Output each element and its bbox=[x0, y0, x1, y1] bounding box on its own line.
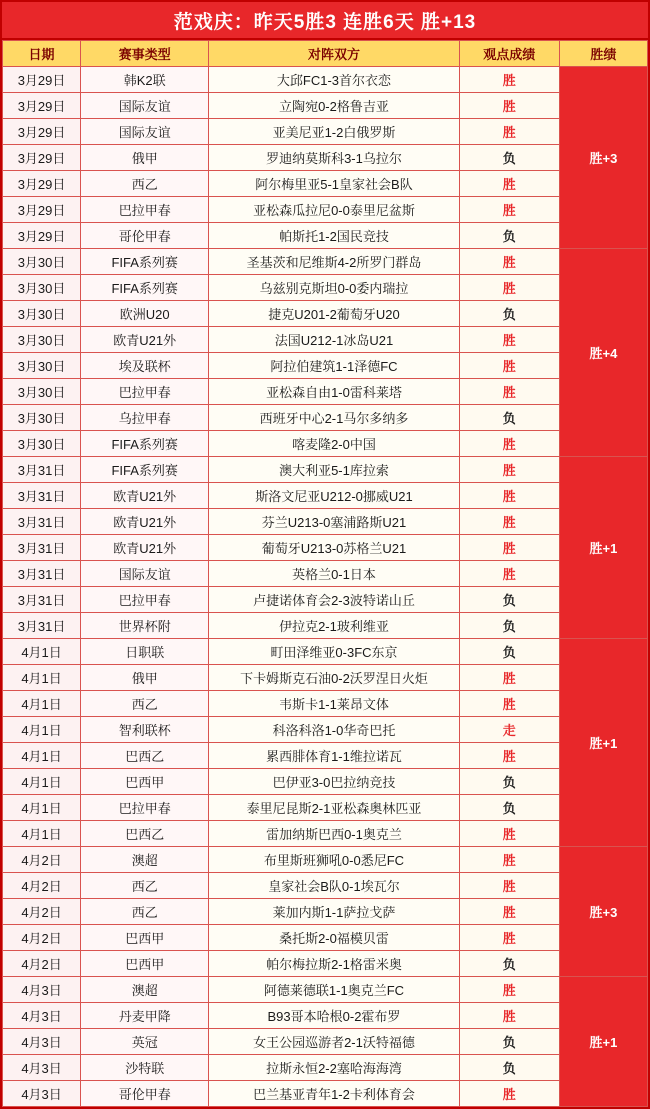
cell-result: 胜 bbox=[459, 847, 559, 873]
cell-match: 皇家社会B队0-1埃瓦尔 bbox=[209, 873, 459, 899]
cell-league-type: 巴拉甲春 bbox=[81, 795, 209, 821]
cell-date: 3月30日 bbox=[3, 379, 81, 405]
cell-result: 胜 bbox=[459, 821, 559, 847]
cell-date: 3月31日 bbox=[3, 587, 81, 613]
cell-date: 4月3日 bbox=[3, 1003, 81, 1029]
cell-league-type: 巴拉甲春 bbox=[81, 197, 209, 223]
cell-result: 负 bbox=[459, 1029, 559, 1055]
column-header-match: 对阵双方 bbox=[209, 41, 459, 67]
cell-match: 帕尔梅拉斯2-1格雷米奥 bbox=[209, 951, 459, 977]
cell-league-type: 哥伦甲春 bbox=[81, 1081, 209, 1107]
cell-match: 拉斯永恒2-2塞哈海海湾 bbox=[209, 1055, 459, 1081]
cell-date: 3月29日 bbox=[3, 223, 81, 249]
cell-date: 3月29日 bbox=[3, 119, 81, 145]
cell-league-type: 澳超 bbox=[81, 847, 209, 873]
cell-date: 4月1日 bbox=[3, 691, 81, 717]
cell-league-type: 国际友谊 bbox=[81, 561, 209, 587]
cell-date: 4月1日 bbox=[3, 743, 81, 769]
cell-league-type: FIFA系列赛 bbox=[81, 275, 209, 301]
cell-result: 负 bbox=[459, 639, 559, 665]
cell-league-type: 巴拉甲春 bbox=[81, 379, 209, 405]
cell-match: 累西腓体育1-1维拉诺瓦 bbox=[209, 743, 459, 769]
cell-date: 4月2日 bbox=[3, 873, 81, 899]
table-row bbox=[3, 379, 648, 405]
table-row bbox=[3, 275, 648, 301]
cell-match: 澳大利亚5-1库拉索 bbox=[209, 457, 459, 483]
cell-league-type: 欧洲U20 bbox=[81, 301, 209, 327]
cell-result: 负 bbox=[459, 1055, 559, 1081]
table-row bbox=[3, 743, 648, 769]
table-row bbox=[3, 1081, 648, 1107]
cell-result: 胜 bbox=[459, 171, 559, 197]
cell-league-type: 丹麦甲降 bbox=[81, 1003, 209, 1029]
column-header-type: 赛事类型 bbox=[81, 41, 209, 67]
cell-result: 胜 bbox=[459, 197, 559, 223]
cell-date: 4月2日 bbox=[3, 925, 81, 951]
table-row bbox=[3, 847, 648, 873]
cell-result: 胜 bbox=[459, 457, 559, 483]
cell-date: 4月1日 bbox=[3, 639, 81, 665]
cell-date: 4月1日 bbox=[3, 665, 81, 691]
cell-date: 4月3日 bbox=[3, 977, 81, 1003]
table-row bbox=[3, 301, 648, 327]
column-header-date: 日期 bbox=[3, 41, 81, 67]
cell-result: 胜 bbox=[459, 561, 559, 587]
table-row bbox=[3, 457, 648, 483]
table-row bbox=[3, 951, 648, 977]
cell-result: 胜 bbox=[459, 925, 559, 951]
column-header-summary: 胜绩 bbox=[559, 41, 647, 67]
cell-league-type: 欧青U21外 bbox=[81, 535, 209, 561]
cell-date: 3月31日 bbox=[3, 457, 81, 483]
table-row bbox=[3, 119, 648, 145]
table-row bbox=[3, 977, 648, 1003]
cell-result: 负 bbox=[459, 769, 559, 795]
cell-match: 罗迪纳莫斯科3-1乌拉尔 bbox=[209, 145, 459, 171]
cell-result: 负 bbox=[459, 223, 559, 249]
table-row bbox=[3, 691, 648, 717]
cell-date: 3月31日 bbox=[3, 483, 81, 509]
cell-date: 3月29日 bbox=[3, 171, 81, 197]
table-row bbox=[3, 925, 648, 951]
cell-result: 胜 bbox=[459, 67, 559, 93]
cell-match: 阿尔梅里亚5-1皇家社会B队 bbox=[209, 171, 459, 197]
cell-result: 负 bbox=[459, 795, 559, 821]
cell-league-type: 韩K2联 bbox=[81, 67, 209, 93]
cell-league-type: 俄甲 bbox=[81, 145, 209, 171]
cell-result: 胜 bbox=[459, 899, 559, 925]
cell-result: 胜 bbox=[459, 873, 559, 899]
cell-date: 4月1日 bbox=[3, 717, 81, 743]
cell-match: 亚松森瓜拉尼0-0泰里尼盆斯 bbox=[209, 197, 459, 223]
table-row bbox=[3, 1003, 648, 1029]
cell-match: 阿拉伯建筑1-1泽德FC bbox=[209, 353, 459, 379]
table-row bbox=[3, 405, 648, 431]
cell-league-type: 欧青U21外 bbox=[81, 483, 209, 509]
table-row bbox=[3, 821, 648, 847]
cell-result: 胜 bbox=[459, 509, 559, 535]
cell-league-type: 沙特联 bbox=[81, 1055, 209, 1081]
cell-match: 立陶宛0-2格鲁吉亚 bbox=[209, 93, 459, 119]
cell-match: 乌兹别克斯坦0-0委内瑞拉 bbox=[209, 275, 459, 301]
cell-summary: 胜+1 bbox=[559, 977, 647, 1107]
cell-date: 3月30日 bbox=[3, 431, 81, 457]
cell-result: 负 bbox=[459, 301, 559, 327]
cell-result: 胜 bbox=[459, 665, 559, 691]
cell-match: 桑托斯2-0福模贝雷 bbox=[209, 925, 459, 951]
cell-match: 下卡姆斯克石油0-2沃罗涅日火炬 bbox=[209, 665, 459, 691]
table-row bbox=[3, 67, 648, 93]
cell-league-type: 西乙 bbox=[81, 873, 209, 899]
cell-summary: 胜+1 bbox=[559, 639, 647, 847]
cell-date: 3月30日 bbox=[3, 327, 81, 353]
cell-match: 莱加内斯1-1萨拉戈萨 bbox=[209, 899, 459, 925]
cell-league-type: FIFA系列赛 bbox=[81, 249, 209, 275]
cell-result: 胜 bbox=[459, 327, 559, 353]
cell-date: 3月29日 bbox=[3, 145, 81, 171]
cell-date: 3月29日 bbox=[3, 197, 81, 223]
table-row bbox=[3, 639, 648, 665]
cell-result: 负 bbox=[459, 613, 559, 639]
cell-league-type: 西乙 bbox=[81, 899, 209, 925]
cell-result: 胜 bbox=[459, 379, 559, 405]
results-table bbox=[2, 40, 648, 1107]
table-row bbox=[3, 223, 648, 249]
cell-summary: 胜+1 bbox=[559, 457, 647, 639]
cell-match: 斯洛文尼亚U212-0挪威U21 bbox=[209, 483, 459, 509]
cell-match: 英格兰0-1日本 bbox=[209, 561, 459, 587]
table-row bbox=[3, 665, 648, 691]
cell-league-type: 欧青U21外 bbox=[81, 327, 209, 353]
cell-summary: 胜+3 bbox=[559, 847, 647, 977]
table-row bbox=[3, 509, 648, 535]
cell-match: 町田泽维亚0-3FC东京 bbox=[209, 639, 459, 665]
table-row bbox=[3, 145, 648, 171]
cell-result: 胜 bbox=[459, 353, 559, 379]
cell-league-type: 西乙 bbox=[81, 171, 209, 197]
cell-league-type: 世界杯附 bbox=[81, 613, 209, 639]
cell-result: 胜 bbox=[459, 743, 559, 769]
cell-match: 卢捷诺体育会2-3波特诺山丘 bbox=[209, 587, 459, 613]
cell-date: 3月31日 bbox=[3, 561, 81, 587]
cell-date: 4月3日 bbox=[3, 1055, 81, 1081]
cell-league-type: FIFA系列赛 bbox=[81, 457, 209, 483]
cell-league-type: 乌拉甲春 bbox=[81, 405, 209, 431]
cell-match: 葡萄牙U213-0苏格兰U21 bbox=[209, 535, 459, 561]
cell-league-type: 巴西甲 bbox=[81, 925, 209, 951]
cell-date: 4月1日 bbox=[3, 795, 81, 821]
cell-match: 巴伊亚3-0巴拉纳竞技 bbox=[209, 769, 459, 795]
table-row bbox=[3, 1029, 648, 1055]
cell-date: 4月2日 bbox=[3, 951, 81, 977]
cell-result: 胜 bbox=[459, 119, 559, 145]
cell-match: 韦斯卡1-1莱昂文体 bbox=[209, 691, 459, 717]
cell-match: 喀麦隆2-0中国 bbox=[209, 431, 459, 457]
cell-league-type: 日职联 bbox=[81, 639, 209, 665]
cell-league-type: FIFA系列赛 bbox=[81, 431, 209, 457]
cell-league-type: 澳超 bbox=[81, 977, 209, 1003]
cell-match: 雷加纳斯巴西0-1奥克兰 bbox=[209, 821, 459, 847]
cell-result: 胜 bbox=[459, 483, 559, 509]
cell-league-type: 哥伦甲春 bbox=[81, 223, 209, 249]
cell-league-type: 俄甲 bbox=[81, 665, 209, 691]
cell-league-type: 西乙 bbox=[81, 691, 209, 717]
cell-match: 亚松森自由1-0雷科莱塔 bbox=[209, 379, 459, 405]
cell-result: 胜 bbox=[459, 1081, 559, 1107]
cell-date: 4月1日 bbox=[3, 769, 81, 795]
cell-date: 3月31日 bbox=[3, 613, 81, 639]
table-row bbox=[3, 249, 648, 275]
cell-league-type: 欧青U21外 bbox=[81, 509, 209, 535]
cell-date: 3月30日 bbox=[3, 275, 81, 301]
cell-result: 胜 bbox=[459, 535, 559, 561]
cell-date: 3月31日 bbox=[3, 509, 81, 535]
table-row bbox=[3, 353, 648, 379]
cell-result: 走 bbox=[459, 717, 559, 743]
cell-summary: 胜+4 bbox=[559, 249, 647, 457]
table-row bbox=[3, 873, 648, 899]
cell-result: 胜 bbox=[459, 431, 559, 457]
table-row bbox=[3, 613, 648, 639]
cell-league-type: 巴西甲 bbox=[81, 769, 209, 795]
cell-league-type: 国际友谊 bbox=[81, 119, 209, 145]
cell-league-type: 巴西乙 bbox=[81, 821, 209, 847]
page-title: 范戏庆：昨天5胜3 连胜6天 胜+13 bbox=[2, 2, 648, 40]
table-row bbox=[3, 197, 648, 223]
cell-match: 亚美尼亚1-2白俄罗斯 bbox=[209, 119, 459, 145]
cell-match: 阿德莱德联1-1奥克兰FC bbox=[209, 977, 459, 1003]
cell-result: 负 bbox=[459, 145, 559, 171]
table-row bbox=[3, 327, 648, 353]
cell-date: 3月30日 bbox=[3, 353, 81, 379]
cell-match: B93哥本哈根0-2霍布罗 bbox=[209, 1003, 459, 1029]
cell-match: 巴兰基亚青年1-2卡利体育会 bbox=[209, 1081, 459, 1107]
cell-match: 帕斯托1-2国民竞技 bbox=[209, 223, 459, 249]
cell-league-type: 埃及联杯 bbox=[81, 353, 209, 379]
cell-league-type: 巴西乙 bbox=[81, 743, 209, 769]
column-header-result: 观点成绩 bbox=[459, 41, 559, 67]
table-row bbox=[3, 717, 648, 743]
cell-date: 4月3日 bbox=[3, 1081, 81, 1107]
cell-result: 胜 bbox=[459, 275, 559, 301]
cell-match: 大邱FC1-3首尔衣恋 bbox=[209, 67, 459, 93]
cell-result: 负 bbox=[459, 405, 559, 431]
table-head bbox=[3, 41, 648, 67]
cell-league-type: 智利联杯 bbox=[81, 717, 209, 743]
cell-date: 4月2日 bbox=[3, 847, 81, 873]
cell-date: 3月30日 bbox=[3, 301, 81, 327]
table-row bbox=[3, 561, 648, 587]
header-row bbox=[3, 41, 648, 67]
cell-match: 女王公园巡游者2-1沃特福德 bbox=[209, 1029, 459, 1055]
cell-date: 3月29日 bbox=[3, 93, 81, 119]
cell-match: 圣基茨和尼维斯4-2所罗门群岛 bbox=[209, 249, 459, 275]
cell-date: 3月31日 bbox=[3, 535, 81, 561]
table-row bbox=[3, 171, 648, 197]
table-row bbox=[3, 93, 648, 119]
cell-league-type: 巴拉甲春 bbox=[81, 587, 209, 613]
cell-match: 布里斯班狮吼0-0悉尼FC bbox=[209, 847, 459, 873]
cell-match: 捷克U201-2葡萄牙U20 bbox=[209, 301, 459, 327]
table-row bbox=[3, 795, 648, 821]
cell-date: 3月30日 bbox=[3, 405, 81, 431]
table-row bbox=[3, 587, 648, 613]
cell-league-type: 英冠 bbox=[81, 1029, 209, 1055]
cell-match: 泰里尼昆斯2-1亚松森奥林匹亚 bbox=[209, 795, 459, 821]
cell-date: 4月3日 bbox=[3, 1029, 81, 1055]
cell-result: 胜 bbox=[459, 249, 559, 275]
cell-date: 4月2日 bbox=[3, 899, 81, 925]
cell-result: 胜 bbox=[459, 93, 559, 119]
cell-match: 科洛科洛1-0华奇巴托 bbox=[209, 717, 459, 743]
table-row bbox=[3, 483, 648, 509]
table-body bbox=[3, 67, 648, 1107]
cell-league-type: 国际友谊 bbox=[81, 93, 209, 119]
cell-match: 芬兰U213-0塞浦路斯U21 bbox=[209, 509, 459, 535]
table-row bbox=[3, 1055, 648, 1081]
table-row bbox=[3, 535, 648, 561]
cell-date: 3月30日 bbox=[3, 249, 81, 275]
cell-match: 西班牙中心2-1马尔多纳多 bbox=[209, 405, 459, 431]
cell-date: 3月29日 bbox=[3, 67, 81, 93]
table-row bbox=[3, 769, 648, 795]
cell-result: 胜 bbox=[459, 691, 559, 717]
cell-summary: 胜+3 bbox=[559, 67, 647, 249]
cell-match: 法国U212-1冰岛U21 bbox=[209, 327, 459, 353]
cell-result: 胜 bbox=[459, 1003, 559, 1029]
cell-match: 伊拉克2-1玻利维亚 bbox=[209, 613, 459, 639]
cell-result: 胜 bbox=[459, 977, 559, 1003]
table-row bbox=[3, 899, 648, 925]
cell-result: 负 bbox=[459, 951, 559, 977]
cell-date: 4月1日 bbox=[3, 821, 81, 847]
cell-result: 负 bbox=[459, 587, 559, 613]
table-row bbox=[3, 431, 648, 457]
cell-league-type: 巴西甲 bbox=[81, 951, 209, 977]
